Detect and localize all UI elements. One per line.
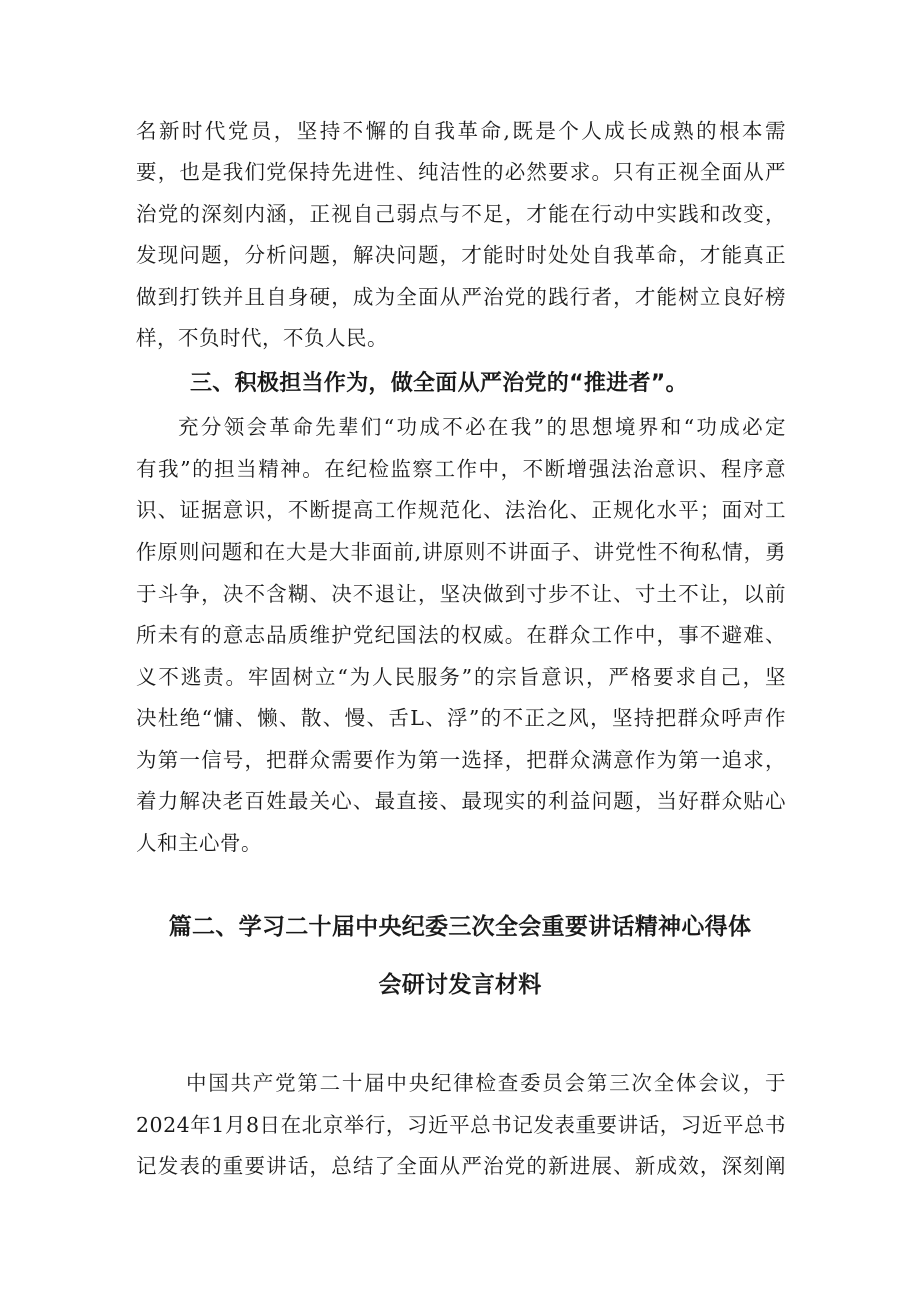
article-title-line: 篇二、学习二十届中央纪委三次全会重要讲话精神心得体 — [168, 914, 752, 940]
body-line: 做到打铁并且自身硬，成为全面从严治党的践行者，才能树立良好榜 — [136, 285, 786, 309]
body-line: 2024年1月8日在北京举行，习近平总书记发表重要讲话，习近平总书 — [136, 1113, 786, 1137]
body-line: 要，也是我们党保持先进性、纯洁性的必然要求。只有正视全面从严 — [136, 160, 786, 184]
body-line: 决杜绝“慵、懒、散、慢、舌L、浮”的不正之风，坚持把群众呼声作 — [136, 706, 786, 730]
section-heading: 三、积极担当作为，做全面从严治党的“推进者”。 — [190, 371, 688, 396]
body-line: 名新时代党员，坚持不懈的自我革命,既是个人成长成熟的根本需 — [136, 119, 786, 143]
body-line: 记发表的重要讲话，总结了全面从严治党的新进展、新成效，深刻阐 — [136, 1154, 786, 1178]
body-line: 有我”的担当精神。在纪检监察工作中，不断增强法治意识、程序意 — [136, 457, 786, 481]
body-line: 中国共产党第二十届中央纪律检查委员会第三次全体会议，于 — [186, 1071, 786, 1095]
body-line: 于斗争，决不含糊、决不退让，坚决做到寸步不让、寸土不让，以前 — [136, 582, 786, 606]
body-line: 样，不负时代，不负人民。 — [136, 326, 388, 350]
body-line: 作原则问题和在大是大非面前,讲原则不讲面子、讲党性不徇私情，勇 — [136, 540, 786, 564]
body-line: 义不逃责。牢固树立“为人民服务”的宗旨意识，严格要求自己，坚 — [136, 665, 786, 689]
body-line: 治党的深刻内涵，正视自己弱点与不足，才能在行动中实践和改变， — [136, 202, 786, 226]
body-line: 识、证据意识，不断提高工作规范化、法治化、正规化水平；面对工 — [136, 498, 786, 522]
article-title-line: 会研讨发言材料 — [378, 972, 542, 998]
body-line: 为第一信号，把群众需要作为第一选择，把群众满意作为第一追求， — [136, 748, 786, 772]
body-line: 发现问题，分析问题，解决问题，才能时时处处自我革命，才能真正 — [136, 243, 786, 267]
body-line: 着力解决老百姓最关心、最直接、最现实的利益问题，当好群众贴心 — [136, 789, 786, 813]
body-line: 充分领会革命先辈们“功成不必在我”的思想境界和“功成必定 — [178, 415, 786, 439]
body-line: 所未有的意志品质维护党纪国法的权威。在群众工作中，事不避难、 — [136, 623, 786, 647]
body-line: 人和主心骨。 — [136, 831, 262, 855]
